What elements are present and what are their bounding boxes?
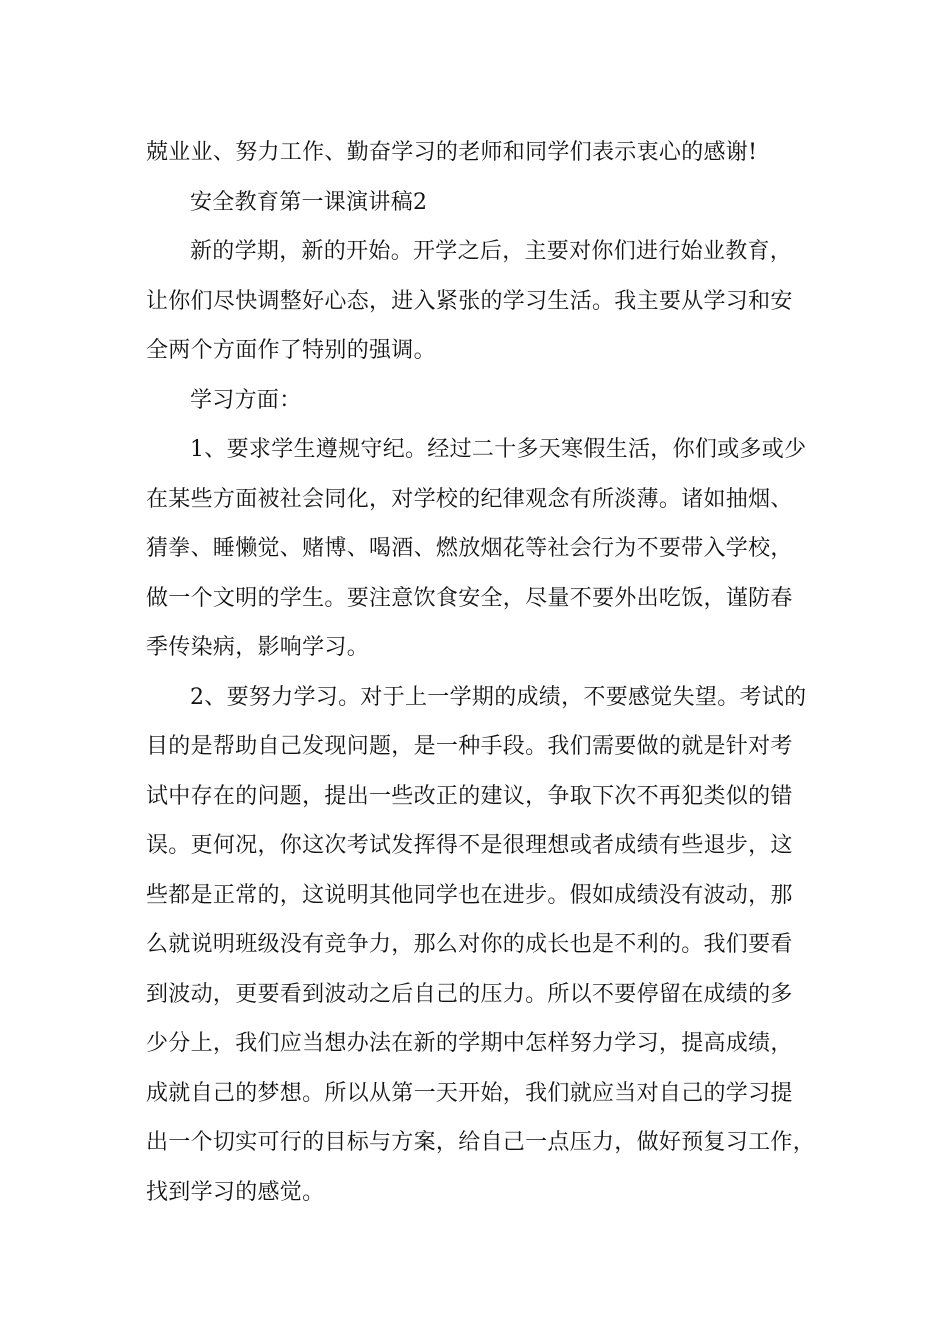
body-line: 些都是正常的，这说明其他同学也在进步。假如成绩没有波动，那 [146,882,793,908]
body-line: 少分上，我们应当想办法在新的学期中怎样努力学习，提高成绩， [146,1031,793,1056]
body-line: 做一个文明的学生。要注意饮食安全，尽量不要外出吃饭，谨防春 [146,585,793,611]
body-line: 全两个方面作了特别的强调。 [146,338,436,363]
body-line: 到波动，更要看到波动之后自己的压力。所以不要停留在成绩的多 [146,981,793,1007]
body-line: 让你们尽快调整好心态，进入紧张的学习生活。我主要从学习和安 [146,288,793,314]
body-line: 在某些方面被社会同化，对学校的纪律观念有所淡薄。诸如抽烟、 [146,486,793,512]
body-line: 出一个切实可行的目标与方案，给自己一点压力，做好预复习工作， [146,1130,816,1155]
body-line: 季传染病，影响学习。 [146,635,370,660]
section-title: 安全教育第一课演讲稿2 [190,189,428,215]
body-line: 1、要求学生遵规守纪。经过二十多天寒假生活，你们或多或少 [190,437,807,462]
body-line: 成就自己的梦想。所以从第一天开始，我们就应当对自己的学习提 [146,1080,793,1106]
body-line: 找到学习的感觉。 [146,1179,325,1205]
body-line: 兢业业、努力工作、勤奋学习的老师和同学们表示衷心的感谢! [146,140,758,165]
body-line: 2、要努力学习。对于上一学期的成绩，不要感觉失望。考试的 [190,684,807,710]
body-line: 么就说明班级没有竞争力，那么对你的成长也是不利的。我们要看 [146,932,793,957]
subsection-heading: 学习方面： [190,387,302,413]
document-body [146,128,821,1217]
body-line: 新的学期，新的开始。开学之后，主要对你们进行始业教育， [190,239,793,264]
body-line: 试中存在的问题，提出一些改正的建议，争取下次不再犯类似的错 [146,783,793,809]
body-line: 误。更何况，你这次考试发挥得不是很理想或者成绩有些退步，这 [146,833,793,858]
body-line: 猜拳、睡懒觉、赌博、喝酒、燃放烟花等社会行为不要带入学校， [146,536,793,561]
body-line: 目的是帮助自己发现问题，是一种手段。我们需要做的就是针对考 [146,734,793,759]
